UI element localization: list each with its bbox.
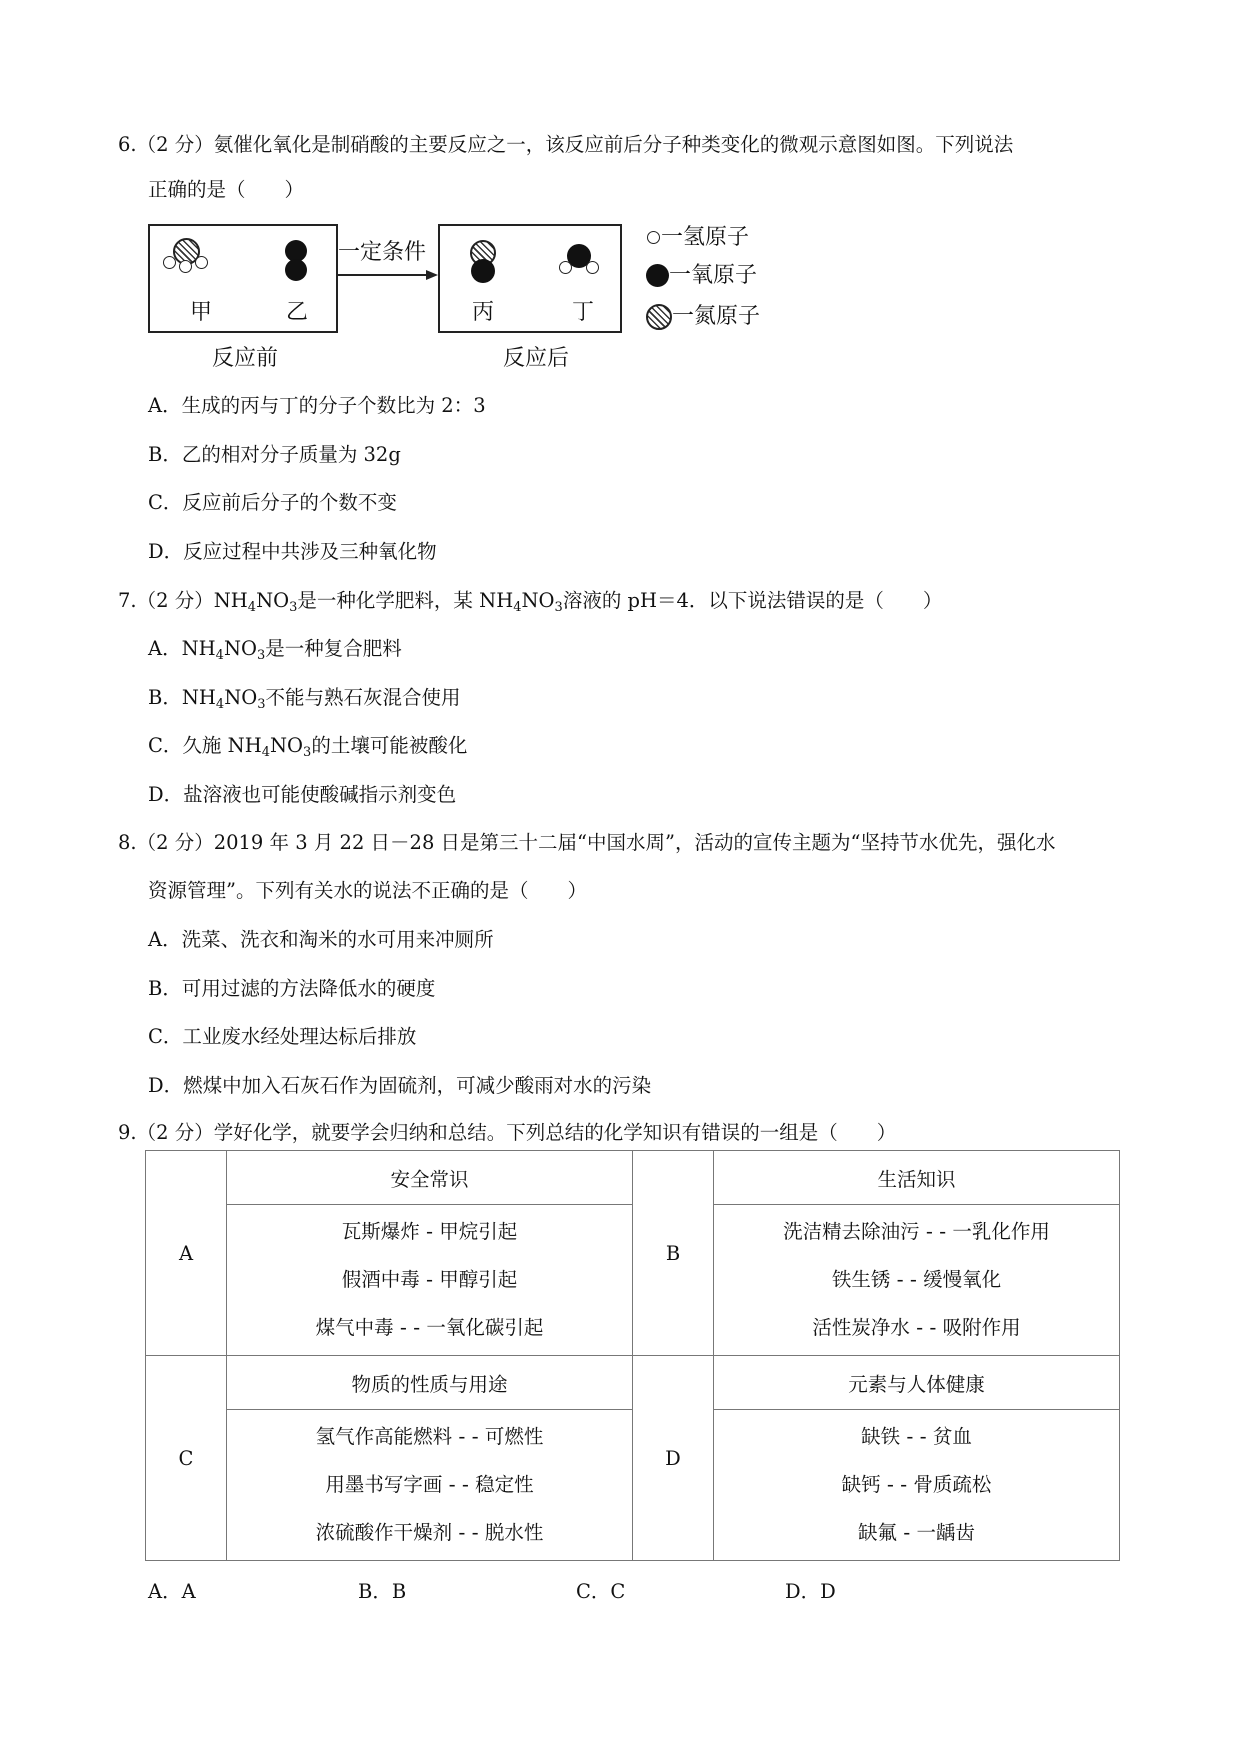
q9-stem: 9.（2 分）学好化学，就要学会归纳和总结。下列总结的化学知识有错误的一组是（ ） [118,1121,897,1144]
q7-stem [118,587,942,615]
group-b-items: 洗洁精去除油污 - - 一乳化作用 铁生锈 - - 缓慢氧化 活性炭净水 - - 吸附作用 [714,1205,1120,1356]
hydrogen-atom [163,256,176,269]
arrow-condition-label: 一定条件 [338,240,427,265]
q6-stem-line1: 6.（2 分）氨催化氧化是制硝酸的主要反应之一，该反应前后分子种类变化的微观示意图如图。下列说法 [118,133,1014,156]
q8-option-d: D．燃煤中加入石灰石作为固硫剂，可减少酸雨对水的污染 [148,1074,652,1097]
group-c-header: 物质的性质与用途 [227,1356,633,1410]
legend-hydrogen-icon [647,231,660,244]
legend-oxygen-icon [646,264,669,287]
legend-nitrogen-icon [646,304,672,330]
label-jia: 甲 [190,300,213,325]
before-box [148,224,338,333]
q7-option-c: C．久施 $NH_4NO_3$的土壤可能被酸化 [148,734,468,760]
row-letter-d: D [633,1356,714,1561]
formula-nh4no3: $NH_4NO_3$ [479,589,563,615]
q6-stem-line2: 正确的是（ ） [148,178,305,201]
q8-stem-line1: 8.（2 分）2019 年 3 月 22 日－28 日是第三十二届“中国水周”，活动的宣传主题为“坚持节水优先，强化水 [118,831,1056,854]
q9-answer-a: A．A [148,1580,196,1603]
group-b-header: 生活知识 [714,1151,1120,1205]
row-letter-a: A [146,1151,227,1356]
hydrogen-atom [179,260,192,273]
legend-nitrogen-label: 一氮原子 [672,304,761,329]
formula-nh4no3: $NH_4NO_3$ [181,637,266,663]
oxygen-atom [471,259,495,283]
label-yi: 乙 [286,300,309,325]
q9-answer-d: D．D [785,1580,836,1603]
q9-answer-c: C．C [576,1580,626,1603]
hydrogen-atom [195,256,208,269]
q8-option-a: A．洗菜、洗衣和淘米的水可用来冲厕所 [148,928,494,951]
formula-nh4no3: $NH_4NO_3$ [227,734,312,760]
row-letter-c: C [146,1356,227,1561]
group-d-header: 元素与人体健康 [714,1356,1120,1410]
legend-oxygen-label: 一氧原子 [669,263,758,288]
caption-before: 反应前 [212,346,279,371]
knowledge-table [145,1150,1120,1561]
q6-option-c: C．反应前后分子的个数不变 [148,491,397,514]
label-ding: 丁 [572,300,595,325]
q7-option-b: B．$NH_4NO_3$不能与熟石灰混合使用 [148,686,461,712]
q7-text-2: 溶液的 pH＝4．以下说法错误的是（ ） [562,589,943,612]
after-box [438,224,622,333]
q9-answer-b: B．B [358,1580,407,1603]
label-bing: 丙 [472,300,495,325]
group-a-items: 瓦斯爆炸 - 甲烷引起 假酒中毒 - 甲醇引起 煤气中毒 - - 一氧化碳引起 [227,1205,633,1356]
formula-nh4no3: $NH_4NO_3$ [213,589,298,615]
q7-option-a: A．$NH_4NO_3$是一种复合肥料 [148,637,402,663]
q8-stem-line2: 资源管理”。下列有关水的说法不正确的是（ ） [148,879,587,902]
q8-option-b: B．可用过滤的方法降低水的硬度 [148,977,436,1000]
q6-option-a: A．生成的丙与丁的分子个数比为 2：3 [148,394,486,417]
q6-option-d: D．反应过程中共涉及三种氧化物 [148,540,437,563]
hydrogen-atom [586,261,599,274]
q8-option-c: C．工业废水经处理达标后排放 [148,1025,417,1048]
q6-option-b: B．乙的相对分子质量为 32g [148,443,401,466]
q7-option-d: D．盐溶液也可能使酸碱指示剂变色 [148,783,457,806]
group-d-items: 缺铁 - - 贫血 缺钙 - - 骨质疏松 缺氟 - 一龋齿 [714,1410,1120,1561]
caption-after: 反应后 [503,346,570,371]
group-c-items: 氢气作高能燃料 - - 可燃性 用墨书写字画 - - 稳定性 浓硫酸作干燥剂 - - 脱水性 [227,1410,633,1561]
formula-nh4no3: $NH_4NO_3$ [181,686,266,712]
q7-prefix: 7.（2 分） [118,589,214,612]
hydrogen-atom [559,261,572,274]
oxygen-atom [285,259,307,281]
q7-text-1: 是一种化学肥料，某 [297,589,480,612]
legend-hydrogen-label: 一氢原子 [661,225,750,250]
group-a-header: 安全常识 [227,1151,633,1205]
row-letter-b: B [633,1151,714,1356]
reaction-arrow-icon [338,268,438,282]
